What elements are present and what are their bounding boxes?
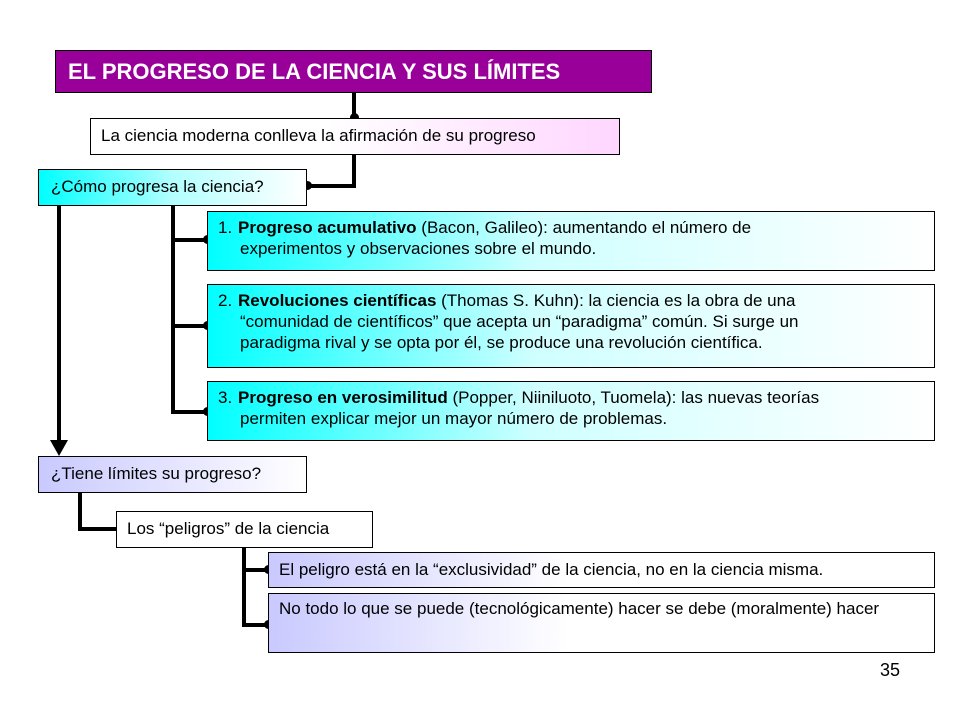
item-text: experimentos y observaciones sobre el mundo. <box>240 238 597 258</box>
statement-text: La ciencia moderna conlleva la afirmación de su progreso <box>101 126 536 146</box>
connector-item1 <box>171 238 207 242</box>
question-limits-text: ¿Tiene límites su progreso? <box>51 464 262 484</box>
danger-item-2 <box>268 593 935 653</box>
question-progress-box <box>38 169 307 206</box>
danger-text: El peligro está en la “exclusividad” de la ciencia, no en la ciencia misma. <box>279 559 824 579</box>
connector-item3 <box>171 410 207 414</box>
item-heading: Progreso acumulativo <box>238 218 417 237</box>
connector-question-horizontal <box>307 184 356 188</box>
item-number: 3. <box>218 388 233 407</box>
title-text: EL PROGRESO DE LA CIENCIA Y SUS LÍMITES <box>68 58 561 84</box>
question-progress-text: ¿Cómo progresa la ciencia? <box>51 177 264 197</box>
statement-box <box>90 118 620 155</box>
progress-item-2 <box>207 284 935 368</box>
progress-item-1 <box>207 211 935 271</box>
danger-item-1 <box>268 552 935 588</box>
dangers-text: Los “peligros” de la ciencia <box>127 519 330 539</box>
arrow-head-icon <box>50 440 68 456</box>
item-text: (Popper, Niiniluoto, Tuomela): las nuevas teorías <box>447 388 820 407</box>
connector-statement-question <box>352 155 356 187</box>
diagram-title <box>55 50 652 93</box>
question-limits-box <box>38 456 307 493</box>
item-text: permiten explicar mejor un mayor número de problemas. <box>240 408 668 428</box>
connector-q2-vertical <box>78 493 82 530</box>
item-number: 1. <box>218 218 233 237</box>
item-heading: Progreso en verosimilitud <box>238 388 448 407</box>
item-heading: Revoluciones científicas <box>238 291 437 310</box>
item-text: paradigma rival y se opta por él, se produce una revolución científica. <box>240 332 763 352</box>
arrow-shaft <box>57 206 61 442</box>
item-text: (Bacon, Galileo): aumentando el número de <box>416 218 752 237</box>
page-number: 35 <box>880 660 901 680</box>
dangers-box <box>116 511 373 548</box>
item-number: 2. <box>218 291 233 310</box>
item-text: “comunidad de científicos” que acepta un “paradigma” común. Si surge un <box>240 311 799 331</box>
connector-item2 <box>171 324 207 328</box>
item-text: (Thomas S. Kuhn): la ciencia es la obra de una <box>436 291 796 310</box>
danger-text: No todo lo que se puede (tecnológicamente) hacer se debe (moralmente) hacer <box>279 599 880 618</box>
progress-item-3 <box>207 381 935 441</box>
connector-dangers-vertical <box>242 548 246 627</box>
connector-q2-horizontal <box>78 527 116 531</box>
